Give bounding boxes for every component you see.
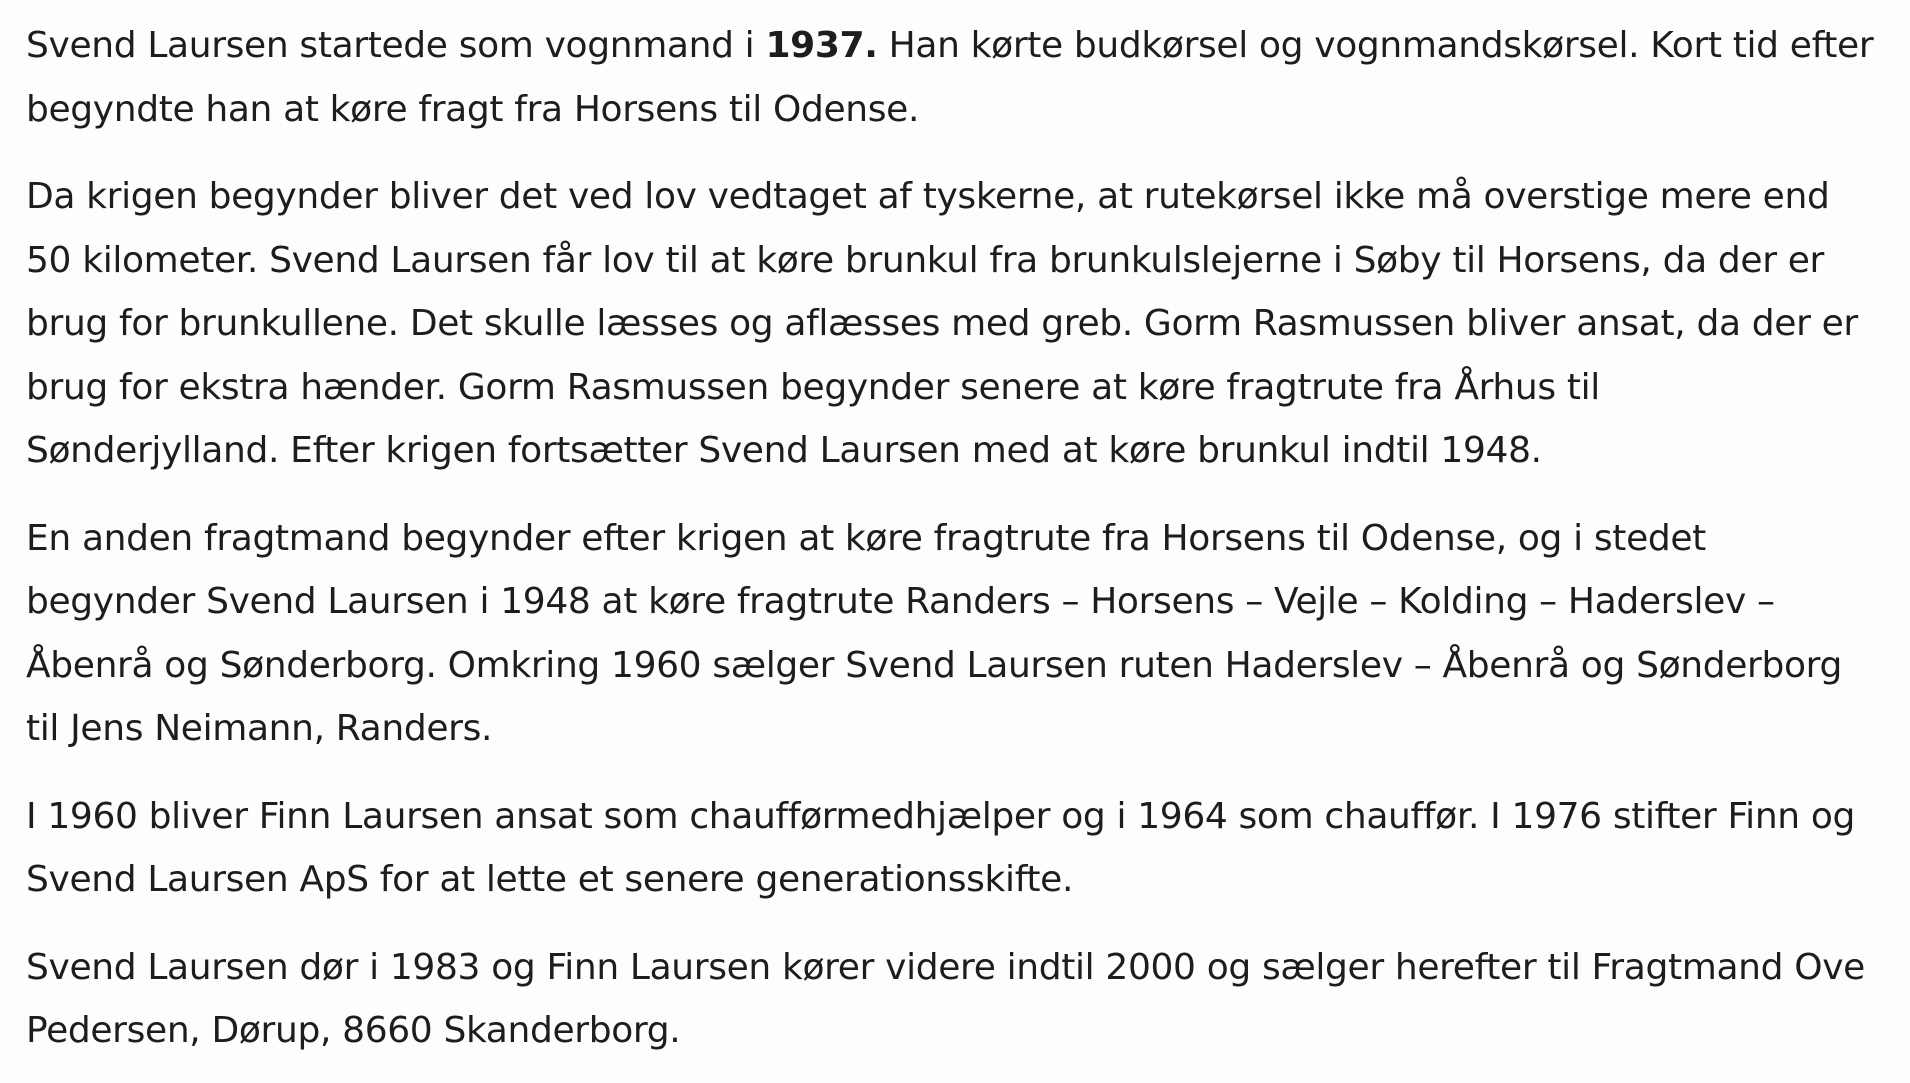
text-line: Svend Laursen ApS for at lette et senere generationsskifte. <box>26 859 1074 900</box>
text-line: En anden fragtmand begynder efter krigen at køre fragtrute fra Horsens til Odense, og i stedet <box>26 517 1706 559</box>
paragraph-5 <box>26 936 1890 1063</box>
text-line: brug for ekstra hænder. Gorm Rasmussen begynder senere at køre fragtrute fra Århus til <box>26 366 1600 408</box>
text-line: Da krigen begynder bliver det ved lov vedtaget af tyskerne, at rutekørsel ikke må overstige mere end <box>26 176 1830 217</box>
year-1937-bold: 1937. <box>765 25 878 66</box>
text-line: I 1960 bliver Finn Laursen ansat som chaufførmedhjælper og i 1964 som chauffør. I 1976 stifter Finn og <box>26 795 1856 837</box>
text-line: 50 kilometer. Svend Laursen får lov til at køre brunkul fra brunkulslejerne i Søby til Horsens, da der er <box>26 239 1825 281</box>
paragraph-3 <box>26 507 1890 761</box>
text-line: Pedersen, Dørup, 8660 Skanderborg. <box>26 1010 681 1051</box>
text-line <box>26 14 1890 78</box>
text-line: Sønderjylland. Efter krigen fortsætter Svend Laursen med at køre brunkul indtil 1948. <box>26 430 1542 471</box>
paragraph-4 <box>26 785 1890 912</box>
text-line: brug for brunkullene. Det skulle læsses og aflæsses med greb. Gorm Rasmussen bliver ansat, da der er <box>26 303 1858 344</box>
text-line: begynder Svend Laursen i 1948 at køre fragtrute Randers – Horsens – Vejle – Kolding – Haderslev – <box>26 581 1775 622</box>
text-run: Han kørte budkørsel og vognmandskørsel. Kort tid efter <box>877 25 1874 66</box>
text-line: Åbenrå og Sønderborg. Omkring 1960 sælger Svend Laursen ruten Haderslev – Åbenrå og Sønderborg <box>26 644 1842 686</box>
text-line: til Jens Neimann, Randers. <box>26 708 493 749</box>
paragraph-1 <box>26 14 1890 141</box>
paragraph-2 <box>26 165 1890 483</box>
text-line: begyndte han at køre fragt fra Horsens til Odense. <box>26 88 920 130</box>
text-run: Svend Laursen startede som vognmand i <box>26 25 766 66</box>
text-line: Svend Laursen dør i 1983 og Finn Laursen kører videre indtil 2000 og sælger herefter til Fragtmand Ove <box>26 946 1865 988</box>
